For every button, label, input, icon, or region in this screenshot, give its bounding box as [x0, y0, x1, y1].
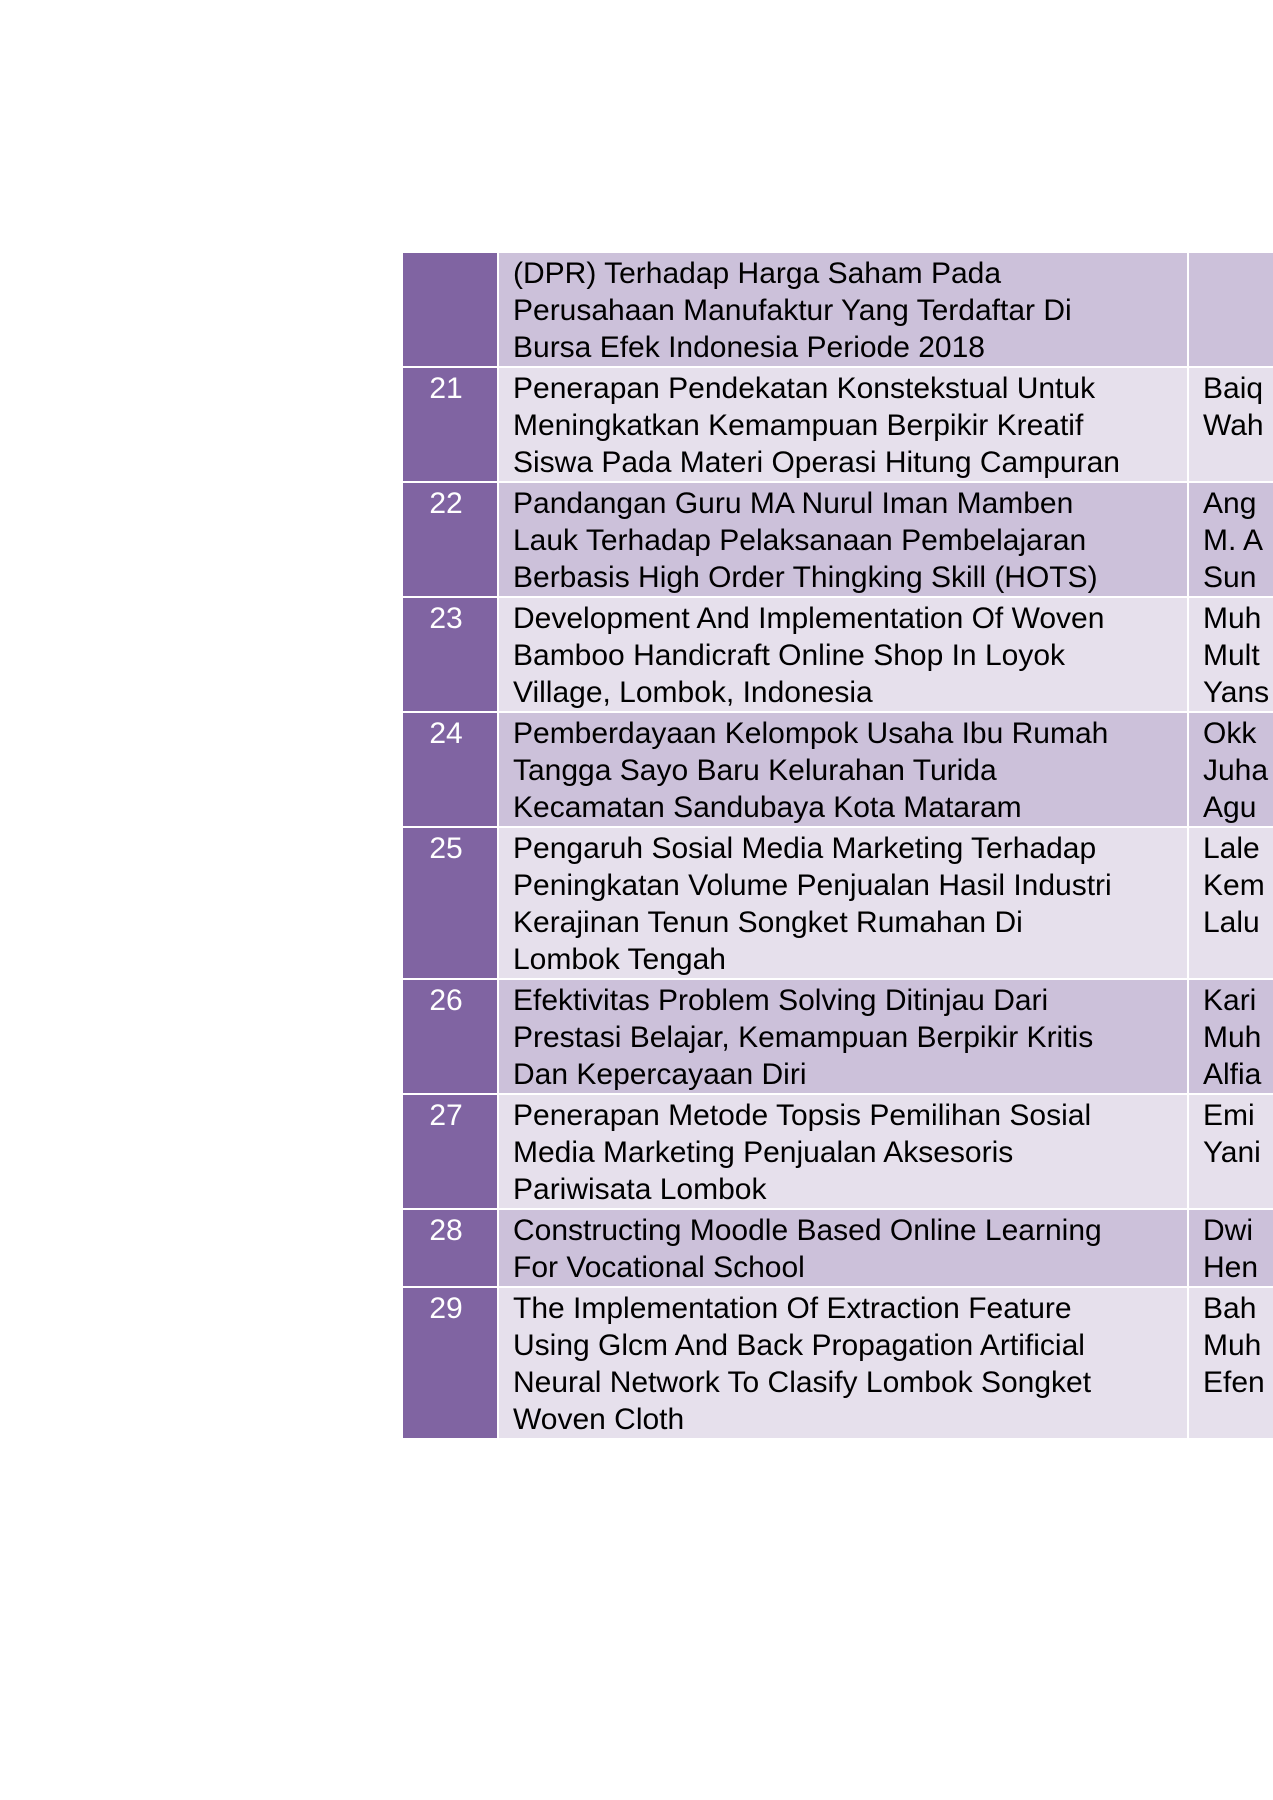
title-cell — [498, 979, 1188, 1094]
title-line: (DPR) Terhadap Harga Saham Pada — [513, 257, 1002, 290]
title-line: Peningkatan Volume Penjualan Hasil Industri — [513, 869, 1112, 902]
author-line: Yans — [1203, 676, 1270, 709]
publication-table — [401, 251, 1273, 1440]
row-number-cell: 23 — [402, 597, 498, 712]
row-number-cell: 22 — [402, 482, 498, 597]
author-line: Mult — [1203, 639, 1260, 672]
author-cell — [1188, 1287, 1273, 1439]
author-line: Dwi — [1203, 1214, 1253, 1247]
author-cell — [1188, 827, 1273, 979]
table-row — [402, 482, 1273, 597]
row-number-cell: 27 — [402, 1094, 498, 1209]
title-cell — [498, 252, 1188, 367]
title-line: Using Glcm And Back Propagation Artificial — [513, 1329, 1085, 1362]
author-cell — [1188, 1094, 1273, 1209]
author-line: Juha — [1203, 754, 1269, 787]
title-line: Meningkatkan Kemampuan Berpikir Kreatif — [513, 409, 1084, 442]
title-line: Village, Lombok, Indonesia — [513, 676, 873, 709]
author-line: Wah — [1203, 409, 1264, 442]
title-line: Woven Cloth — [513, 1403, 685, 1436]
title-line: Prestasi Belajar, Kemampuan Berpikir Kritis — [513, 1021, 1094, 1054]
table-body — [402, 252, 1273, 1439]
title-line: Development And Implementation Of Woven — [513, 602, 1105, 635]
row-number-cell: 26 — [402, 979, 498, 1094]
title-cell — [498, 482, 1188, 597]
author-cell — [1188, 482, 1273, 597]
table-row — [402, 1094, 1273, 1209]
title-line: Perusahaan Manufaktur Yang Terdaftar Di — [513, 294, 1072, 327]
title-line: The Implementation Of Extraction Feature — [513, 1292, 1072, 1325]
row-number-cell: 24 — [402, 712, 498, 827]
author-line: M. A — [1203, 524, 1264, 557]
title-line: Pariwisata Lombok — [513, 1173, 767, 1206]
author-line: Baiq — [1203, 372, 1264, 405]
title-line: Neural Network To Clasify Lombok Songket — [513, 1366, 1092, 1399]
title-line: Bamboo Handicraft Online Shop In Loyok — [513, 639, 1065, 672]
author-cell — [1188, 712, 1273, 827]
author-line: Okk — [1203, 717, 1257, 750]
title-line: Kecamatan Sandubaya Kota Mataram — [513, 791, 1022, 824]
title-cell — [498, 597, 1188, 712]
title-cell — [498, 712, 1188, 827]
title-line: Berbasis High Order Thingking Skill (HOTS) — [513, 561, 1098, 594]
table-row — [402, 712, 1273, 827]
author-line: Muh — [1203, 602, 1262, 635]
author-line: Agu — [1203, 791, 1257, 824]
author-cell — [1188, 252, 1273, 367]
title-line: Efektivitas Problem Solving Ditinjau Dari — [513, 984, 1049, 1017]
author-cell — [1188, 597, 1273, 712]
title-line: Bursa Efek Indonesia Periode 2018 — [513, 331, 985, 364]
title-line: Pandangan Guru MA Nurul Iman Mamben — [513, 487, 1074, 520]
table-row — [402, 1287, 1273, 1439]
author-line: Muh — [1203, 1021, 1262, 1054]
title-line: Dan Kepercayaan Diri — [513, 1058, 807, 1091]
author-line: Ang — [1203, 487, 1257, 520]
title-line: Constructing Moodle Based Online Learning — [513, 1214, 1102, 1247]
title-line: Pemberdayaan Kelompok Usaha Ibu Rumah — [513, 717, 1109, 750]
table-row — [402, 827, 1273, 979]
author-cell — [1188, 979, 1273, 1094]
title-cell — [498, 367, 1188, 482]
title-cell — [498, 1287, 1188, 1439]
author-line: Hen — [1203, 1251, 1259, 1284]
author-line: Muh — [1203, 1329, 1262, 1362]
author-line: Emi — [1203, 1099, 1255, 1132]
row-number-cell: 21 — [402, 367, 498, 482]
row-number-cell: 29 — [402, 1287, 498, 1439]
title-line: Kerajinan Tenun Songket Rumahan Di — [513, 906, 1023, 939]
table-row — [402, 367, 1273, 482]
author-line: Lale — [1203, 832, 1260, 865]
author-line: Sun — [1203, 561, 1257, 594]
table-row — [402, 979, 1273, 1094]
title-line: Media Marketing Penjualan Aksesoris — [513, 1136, 1014, 1169]
title-line: For Vocational School — [513, 1251, 805, 1284]
row-number-cell: 25 — [402, 827, 498, 979]
author-line: Kari — [1203, 984, 1257, 1017]
title-line: Penerapan Pendekatan Konstekstual Untuk — [513, 372, 1096, 405]
author-line: Bah — [1203, 1292, 1257, 1325]
table-row — [402, 597, 1273, 712]
title-cell — [498, 1094, 1188, 1209]
author-cell — [1188, 1209, 1273, 1287]
title-line: Siswa Pada Materi Operasi Hitung Campuran — [513, 446, 1120, 479]
author-line: Efen — [1203, 1366, 1265, 1399]
title-cell — [498, 1209, 1188, 1287]
table-row — [402, 252, 1273, 367]
title-line: Pengaruh Sosial Media Marketing Terhadap — [513, 832, 1097, 865]
title-line: Lombok Tengah — [513, 943, 726, 976]
title-line: Lauk Terhadap Pelaksanaan Pembelajaran — [513, 524, 1087, 557]
author-line: Kem — [1203, 869, 1265, 902]
author-line: Yani — [1203, 1136, 1261, 1169]
table-row — [402, 1209, 1273, 1287]
title-cell — [498, 827, 1188, 979]
author-cell — [1188, 367, 1273, 482]
row-number-cell: 28 — [402, 1209, 498, 1287]
author-line: Alfia — [1203, 1058, 1262, 1091]
author-line: Lalu — [1203, 906, 1260, 939]
row-number-cell — [402, 252, 498, 367]
title-line: Penerapan Metode Topsis Pemilihan Sosial — [513, 1099, 1092, 1132]
title-line: Tangga Sayo Baru Kelurahan Turida — [513, 754, 997, 787]
